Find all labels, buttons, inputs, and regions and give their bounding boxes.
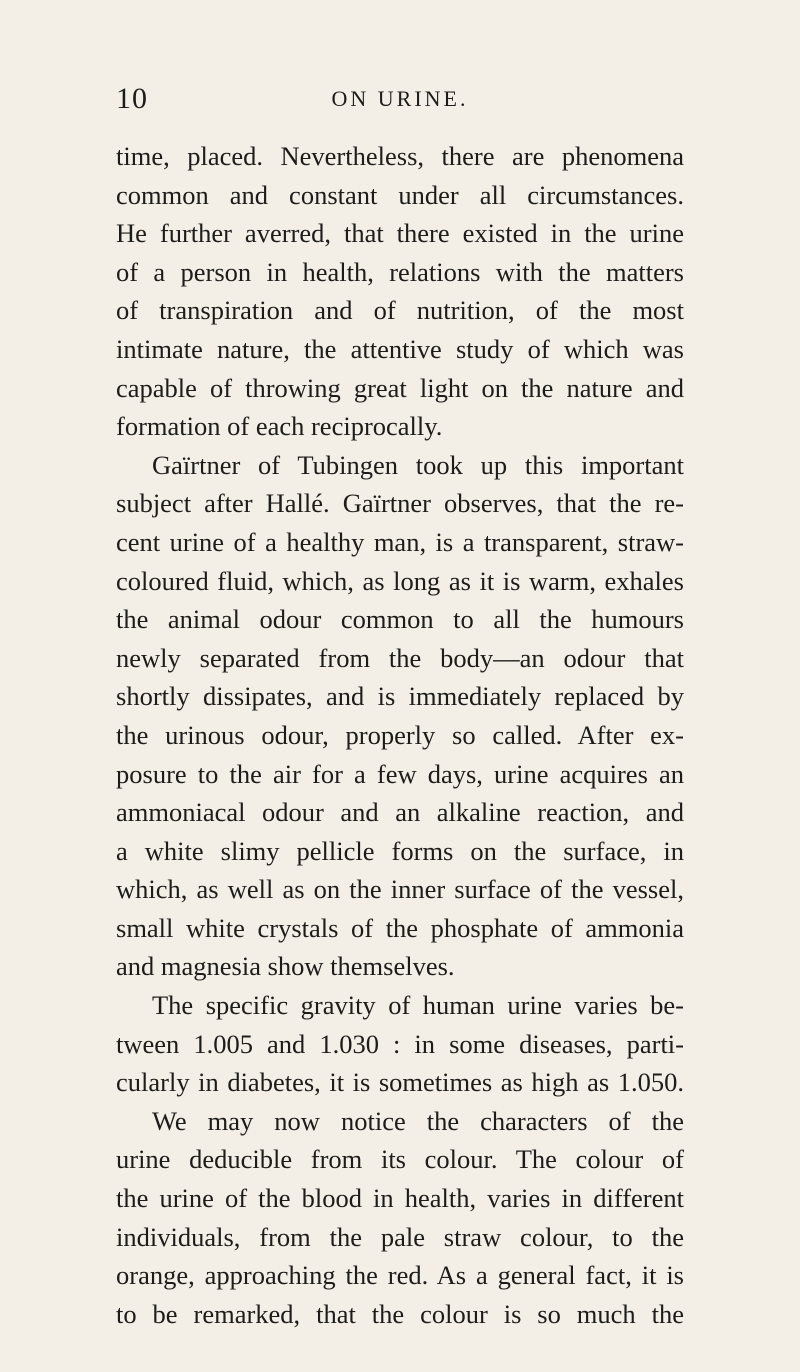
text-line: of transpiration and of nutrition, of the most — [116, 295, 684, 326]
text-line: He further averred, that there existed in the urine — [116, 218, 684, 249]
text-line: posure to the air for a few days, urine acquires an — [116, 758, 684, 789]
text-line: orange, approaching the red. As a general fact, it is — [116, 1260, 684, 1291]
text-line: the urine of the blood in health, varies in different — [116, 1183, 684, 1214]
text-line: cent urine of a healthy man, is a transparent, straw- — [116, 526, 684, 557]
text-line: and magnesia show themselves. — [116, 951, 455, 982]
text-line: to be remarked, that the colour is so much the — [116, 1298, 684, 1329]
text-line: a white slimy pellicle forms on the surface, in — [116, 835, 684, 866]
text-line: We may now notice the characters of the — [152, 1105, 684, 1136]
text-line: the urinous odour, properly so called. After ex- — [116, 719, 684, 750]
text-line: urine deducible from its colour. The colour of — [116, 1144, 684, 1175]
text-line: subject after Hallé. Gaïrtner observes, that the re- — [116, 488, 684, 519]
text-line: formation of each reciprocally. — [116, 411, 443, 442]
text-line: common and constant under all circumstances. — [116, 179, 684, 210]
text-line: of a person in health, relations with the matters — [116, 256, 684, 287]
body-text — [116, 137, 684, 1333]
text-line: intimate nature, the attentive study of which was — [116, 333, 684, 364]
text-line: tween 1.005 and 1.030 : in some diseases, parti- — [116, 1028, 684, 1059]
running-head — [116, 82, 684, 122]
text-line: Gaïrtner of Tubingen took up this important — [152, 449, 684, 480]
text-line: individuals, from the pale straw colour, to the — [116, 1221, 684, 1252]
text-line: coloured fluid, which, as long as it is warm, exhales — [116, 565, 684, 596]
text-line: shortly dissipates, and is immediately replaced by — [116, 681, 684, 712]
running-title: ON URINE. — [331, 86, 469, 111]
text-line: The specific gravity of human urine varies be- — [152, 990, 684, 1021]
text-line: ammoniacal odour and an alkaline reaction, and — [116, 797, 684, 828]
text-line: cularly in diabetes, it is sometimes as high as 1.050. — [116, 1067, 684, 1098]
text-line: which, as well as on the inner surface of the vessel, — [116, 874, 684, 905]
text-line: newly separated from the body—an odour that — [116, 642, 684, 673]
text-line: time, placed. Nevertheless, there are phenomena — [116, 141, 684, 171]
text-line: capable of throwing great light on the nature and — [116, 372, 684, 403]
page-number: 10 — [116, 82, 148, 115]
text-line: small white crystals of the phosphate of ammonia — [116, 912, 684, 943]
text-line: the animal odour common to all the humours — [116, 604, 684, 635]
